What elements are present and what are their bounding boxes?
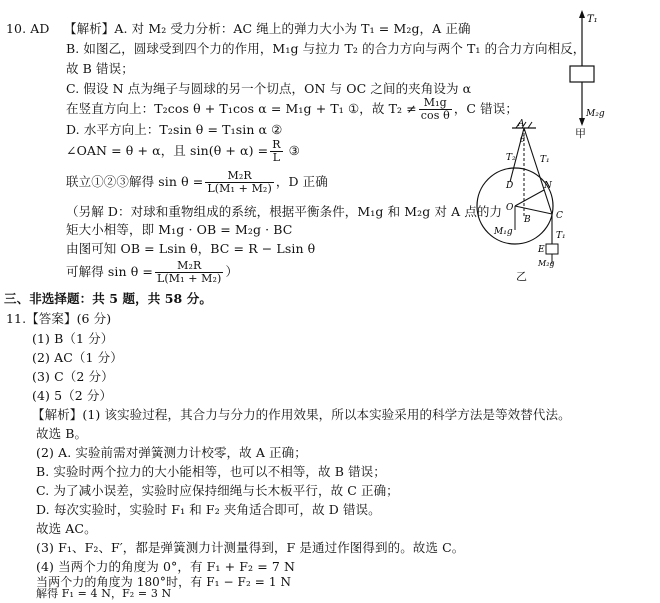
yi-label-O: O (506, 203, 514, 213)
yi-label-C: C (556, 211, 563, 221)
jia-arrow-up (579, 10, 585, 18)
q10-c-text-a: 在竖直方向上：T₂cos θ + T₁cos α = M₁g + T₁ ①，故 T₂ ≠ (66, 101, 417, 116)
jia-block (570, 66, 594, 82)
yi-label-M2g: M₂g (538, 259, 555, 268)
q11-analysis-11: 解得 F₁ = 4 N，F₂ = 3 N (36, 587, 172, 600)
q11-answer-2: (2) AC（1 分） (32, 350, 123, 365)
q11-analysis-6: D. 每次实验时，实验时 F₁ 和 F₂ 夹角适合即可，故 D 错误。 (36, 502, 381, 517)
q11-analysis-2: 故选 B。 (36, 426, 88, 441)
yi-hatch-3 (528, 122, 532, 128)
q11-analysis-7: 故选 AC。 (36, 521, 97, 536)
yi-label-E: E (538, 245, 545, 255)
yi-block-E (546, 244, 558, 254)
yi-label-B: B (524, 215, 531, 225)
q10-alt-line2: 矩大小相等，即 M₁g · OB = M₂g · BC (66, 222, 293, 237)
yi-label-N: N (544, 181, 552, 191)
yi-caption: 乙 (516, 270, 528, 283)
yi-label-theta: θ (520, 135, 525, 144)
q11-analysis-9: (4) 当两个力的角度为 0°，有 F₁ + F₂ = 7 N (36, 559, 296, 574)
jia-label-M2g: M₂g (586, 109, 605, 119)
q10-d2-text-b: ③ (284, 143, 300, 158)
q11-analysis-4: B. 实验时两个拉力的大小能相等，也可以不相等，故 B 错误； (36, 464, 386, 479)
q10-d3-text-a: 联立①②③解得 sin θ = (66, 174, 204, 189)
q10-d3-fraction (205, 170, 273, 195)
q10-c-numerator: M₁g (419, 97, 452, 110)
q11-answer-1: (1) B（1 分） (32, 331, 114, 346)
yi-label-T2: T₂ (506, 153, 516, 163)
q10-number: 10. AD (6, 21, 50, 36)
q10-e4-text-b: ） (225, 264, 239, 279)
q10-e4-text-a: 可解得 sin θ = (66, 264, 153, 279)
q10-d3-denominator: L(M₁ + M₂) (207, 182, 272, 195)
yi-label-T1-low: T₁ (556, 231, 566, 241)
q10-c-denominator: cos θ (420, 109, 450, 122)
q10-d2-text-a: ∠OAN = θ + α，且 sin(θ + α) = (66, 143, 269, 158)
yi-label-A: A (518, 119, 525, 129)
q10-e4-numerator: M₂R (155, 260, 223, 273)
jia-caption: 甲 (575, 127, 587, 140)
q10-part-d-line1: D. 水平方向上：T₂sin θ = T₁sin α ② (66, 122, 283, 137)
q10-c-fraction (419, 97, 452, 122)
section-3-heading: 三、非选择题：共 5 题，共 58 分。 (4, 291, 213, 306)
q10-part-c-line1: C. 假设 N 点为绳子与圆球的另一个切点，ON 与 OC 之间的夹角设为 α (66, 81, 472, 96)
q11-answer-4: (4) 5（2 分） (32, 388, 113, 403)
q10-part-c-line2 (66, 97, 518, 122)
q11-analysis-5: C. 为了减小误差，实验时应保持细绳与长木板平行，故 C 正确； (36, 483, 399, 498)
q10-d2-fraction (270, 139, 282, 164)
yi-label-D: D (506, 181, 514, 191)
yi-radius-ON (515, 190, 544, 206)
q10-d2-denominator: L (272, 151, 281, 164)
q10-e4-fraction (155, 260, 223, 285)
q10-d3-text-b: ，D 正确 (275, 174, 328, 189)
q11-header: 11.【答案】(6 分) (6, 311, 112, 326)
q10-e4-denominator: L(M₁ + M₂) (156, 272, 222, 285)
yi-label-M1g: M₁g (494, 227, 513, 237)
q10-d2-numerator: R (272, 138, 281, 151)
q10-c-text-b: ，C 错误； (453, 101, 518, 116)
q10-part-d-line3 (66, 170, 328, 195)
q10-alt-line3: 由图可知 OB = Lsin θ，BC = R − Lsin θ (66, 241, 316, 256)
figure-yi (470, 118, 590, 278)
figure-jia (560, 8, 616, 128)
q10-part-a: 【解析】A. 对 M₂ 受力分析：AC 绳上的弹力大小为 T₁ = M₂g，A 正确 (64, 21, 471, 36)
q10-part-b-line2: 故 B 错误； (66, 61, 134, 76)
yi-label-T1-left: T₁ (540, 155, 550, 165)
q10-d3-numerator: M₂R (205, 170, 273, 183)
q11-analysis-10: 当两个力的角度为 180°时，有 F₁ − F₂ = 1 N (36, 575, 292, 589)
yi-radius-OC (515, 206, 552, 214)
q11-analysis-8: (3) F₁、F₂、F′，都是弹簧测力计测量得到，F 是通过作图得到的。故选 C。 (36, 540, 465, 555)
q11-analysis-3: (2) A. 实验前需对弹簧测力计校零，故 A 正确； (36, 445, 307, 460)
q11-answer-3: (3) C（2 分） (32, 369, 114, 384)
q10-alt-line1: （另解 D：对球和重物组成的系统，根据平衡条件，M₁g 和 M₂g 对 A 点的力 (66, 204, 503, 219)
q10-alt-line4 (66, 260, 238, 285)
jia-label-T1: T₁ (587, 14, 598, 25)
q10-part-d-line2 (66, 139, 300, 164)
q10-part-b-line1: B. 如图乙，圆球受到四个力的作用，M₁g 与拉力 T₂ 的合力方向与两个 T₁ 的合力方向相反， (66, 41, 586, 56)
q11-analysis-1: 【解析】(1) 该实验过程，其合力与分力的作用效果，所以本实验采用的科学方法是等效替代法。 (32, 407, 571, 422)
